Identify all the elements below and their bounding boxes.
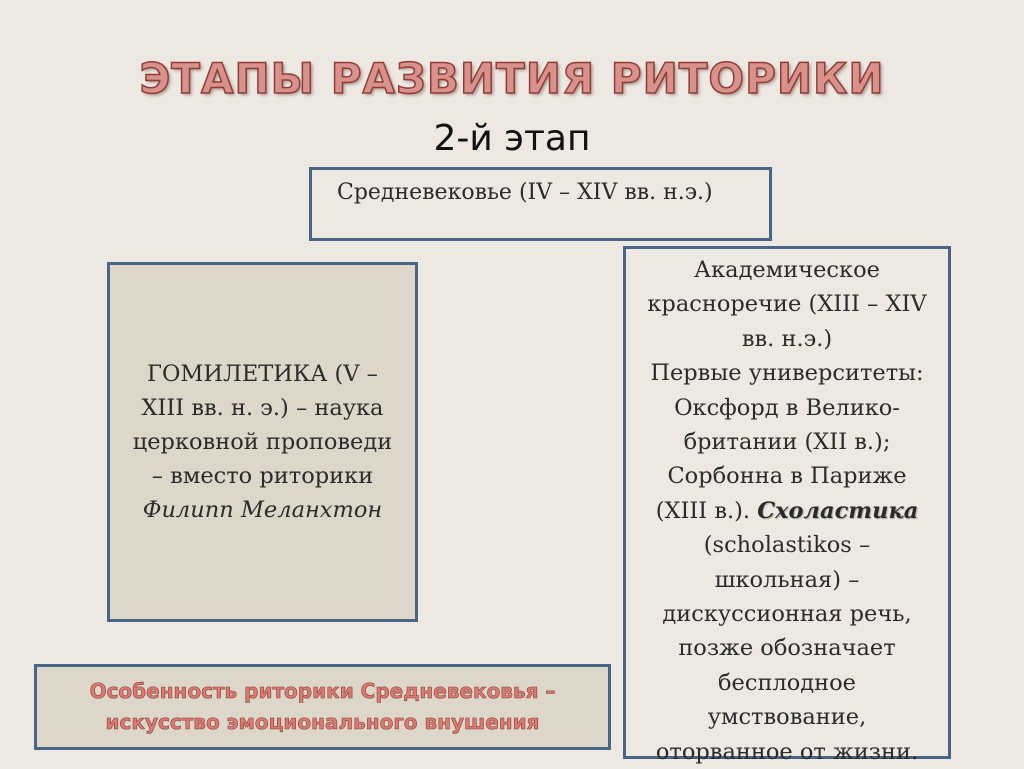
academic-term-line	[632, 494, 942, 528]
academic-line: школьная) –	[714, 566, 860, 593]
academic-line: вв. н.э.)	[741, 325, 833, 352]
slide-title: ЭТАПЫ РАЗВИТИЯ РИТОРИКИ	[139, 54, 885, 103]
stage-heading: 2-й этап	[433, 118, 591, 159]
homiletics-author: Филипп Меланхтон	[142, 497, 383, 523]
academic-line: красноречие (XIII – XIV	[647, 291, 927, 318]
feature-line-2: искусство эмоционального внушения	[105, 710, 540, 734]
period-box	[309, 167, 772, 241]
academic-line: Первые университеты:	[650, 360, 924, 387]
scholastika-term: Схоластика	[757, 497, 919, 524]
academic-line: бесплодное	[717, 669, 856, 696]
period-text: Средневековье (IV – XIV вв. н.э.)	[337, 180, 713, 205]
academic-line: (scholastikos –	[703, 532, 871, 559]
feature-line-1: Особенность риторики Средневековья –	[89, 679, 556, 703]
academic-line: оторванное от жизни.	[655, 738, 919, 765]
academic-line: Академическое	[694, 257, 880, 283]
homiletics-box	[107, 262, 418, 622]
academic-line: умствование,	[707, 704, 867, 731]
homiletics-content	[133, 357, 392, 527]
homiletics-line: – вместо риторики	[151, 463, 374, 489]
academic-line: дискуссионная речь,	[662, 601, 912, 628]
homiletics-line: ГОМИЛЕТИКА (V –	[147, 361, 378, 387]
academic-term-prefix: (XIII в.).	[655, 497, 758, 524]
academic-box	[623, 246, 951, 765]
academic-line: Оксфорд в Велико-	[674, 394, 900, 421]
academic-line: Сорбонна в Париже	[667, 463, 907, 490]
feature-box	[34, 664, 611, 750]
homiletics-line: XIII вв. н. э.) – наука	[141, 395, 384, 421]
academic-line: британии (XII в.);	[683, 429, 891, 456]
academic-line: позже обозначает	[678, 635, 896, 662]
homiletics-line: церковной проповеди	[132, 429, 393, 455]
